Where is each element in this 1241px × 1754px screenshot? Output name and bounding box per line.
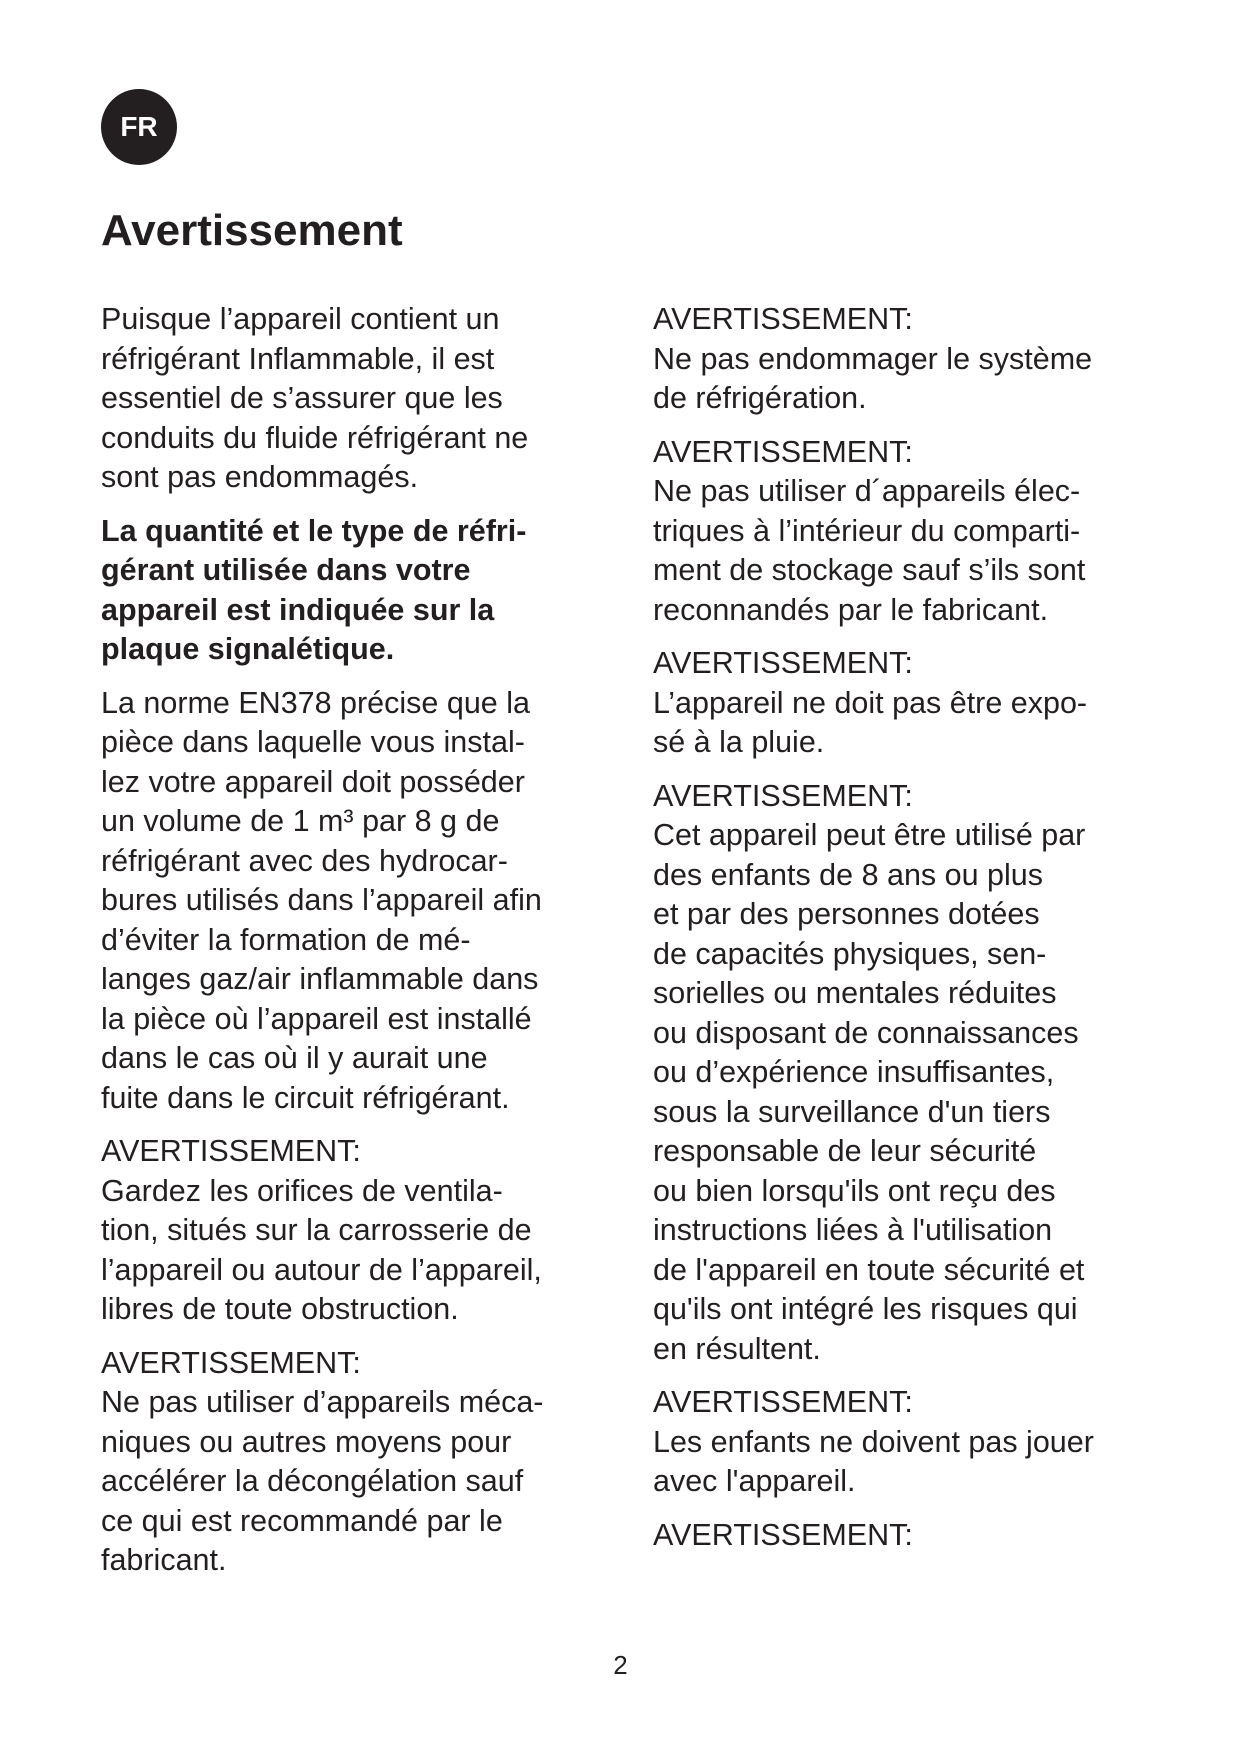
left-column: [101, 300, 601, 1595]
warning-block: [653, 300, 1173, 419]
warning-block: [653, 644, 1173, 763]
page-title: Avertissement: [101, 206, 403, 255]
warning-body: Les enfants ne doivent pas jouer avec l'appareil.: [653, 1424, 1094, 1498]
warning-block: [653, 433, 1173, 631]
intro-paragraph: Puisque l’appareil contient un réfrigérant Inflammable, il est essentiel de s’assurer que les conduits du fluide réfrigérant ne sont pas endommagés.: [101, 302, 529, 494]
warning-body: L’appareil ne doit pas être expo- sé à la pluie.: [653, 685, 1088, 759]
warning-block: [653, 1516, 1173, 1556]
warning-body: Ne pas utiliser d’appareils méca- niques ou autres moyens pour accélérer la décongélation sauf ce qui est recommandé par le fabricant.: [101, 1385, 544, 1577]
warning-heading: AVERTISSEMENT:: [653, 1517, 913, 1552]
warning-body: Gardez les orifices de ventila- tion, situés sur la carrosserie de l’appareil ou autour de l’appareil, libres de toute obstruction.: [101, 1173, 542, 1326]
warning-heading: AVERTISSEMENT:: [653, 1385, 913, 1419]
warning-heading: AVERTISSEMENT:: [653, 302, 913, 336]
warning-body: Ne pas endommager le système de réfrigération.: [653, 341, 1093, 415]
warning-block: [101, 1132, 601, 1330]
warning-body: Cet appareil peut être utilisé par des enfants de 8 ans ou plus et par des personnes dotées de capacités physiques, sen- sorielles ou mentales réduites ou disposant de connaissances ou d’expérience insuffisantes, sous la surveillance d'un tiers responsable de leur sécurité ou bien lorsqu'ils ont reçu des instructions liées à l'utilisation de l'appareil en toute sécurité et qu'ils ont intégré les risques qui en résultent.: [653, 818, 1086, 1366]
warning-heading: AVERTISSEMENT:: [653, 434, 913, 469]
warning-body: Ne pas utiliser d´appareils élec- triques à l’intérieur du comparti- ment de stockage sauf s’ils sont reconnandés par le fabricant.: [653, 474, 1086, 627]
warning-heading: AVERTISSEMENT:: [101, 1345, 361, 1380]
warning-heading: AVERTISSEMENT:: [653, 778, 913, 813]
warning-heading: AVERTISSEMENT:: [653, 646, 913, 680]
right-column: [653, 300, 1173, 1569]
page-number: 2: [613, 1650, 628, 1680]
warning-block: [653, 1383, 1173, 1502]
language-badge: FR: [101, 89, 177, 165]
warning-block: [653, 777, 1173, 1370]
warning-heading: AVERTISSEMENT:: [101, 1134, 361, 1168]
refrigerant-info-paragraph: La quantité et le type de réfri- gérant utilisée dans votre appareil est indiquée sur la plaque signalétique.: [101, 513, 527, 666]
warning-block: [101, 1344, 601, 1581]
en378-paragraph: La norme EN378 précise que la pièce dans laquelle vous instal- lez votre appareil doit posséder un volume de 1 m³ par 8 g de réfrigérant avec des hydrocar- bures utilisés dans l’appareil afin d’éviter la formation de mé- langes gaz/air inflammable dans la pièce où l’appareil est installé dans le cas où il y aurait une fuite dans le circuit réfrigérant.: [101, 685, 542, 1115]
